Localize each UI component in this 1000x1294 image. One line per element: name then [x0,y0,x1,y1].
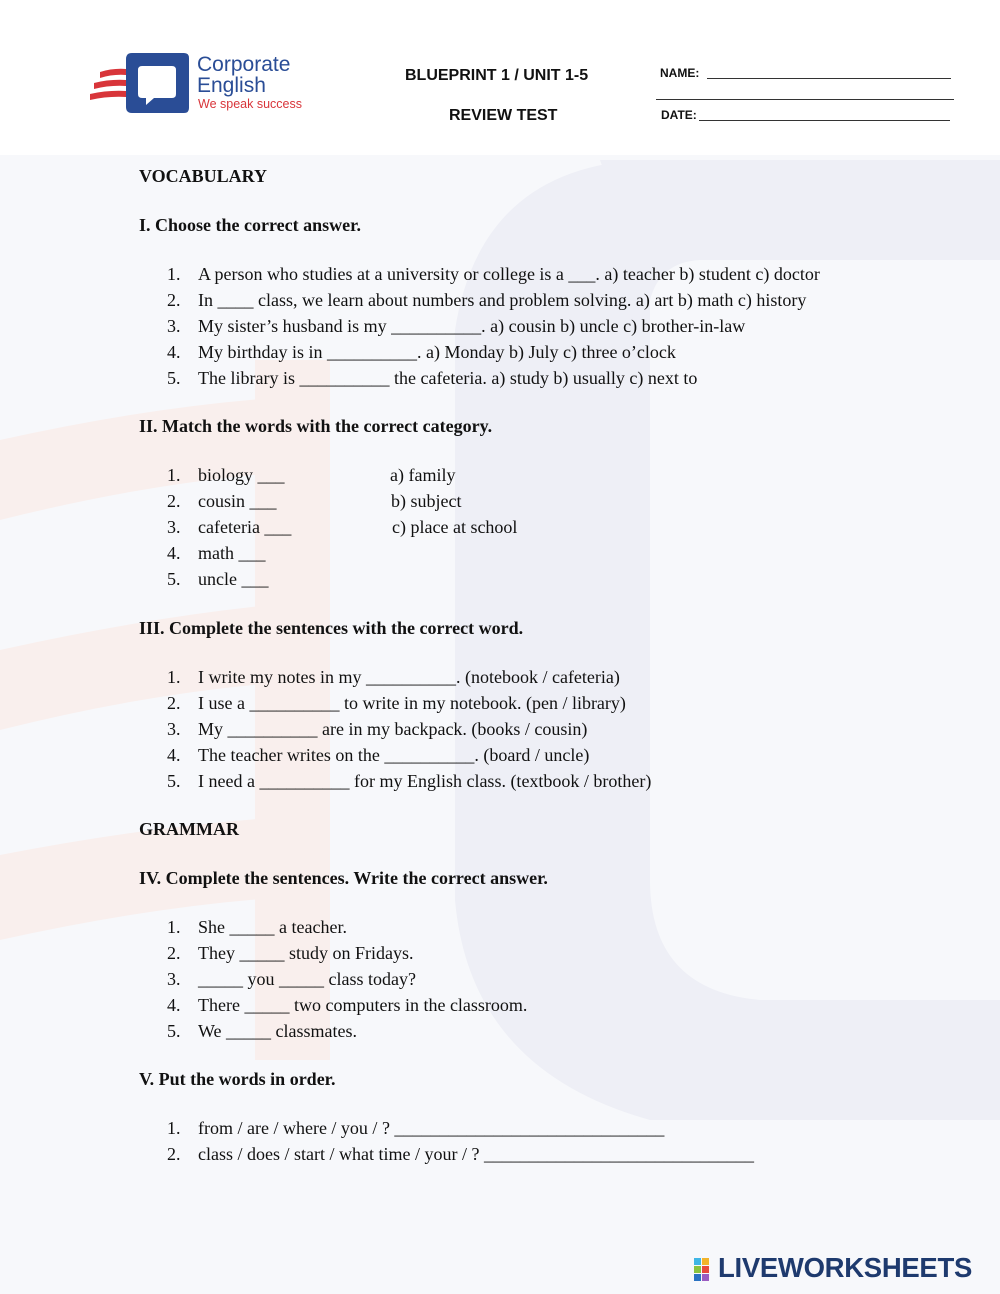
match-item[interactable]: 2. cousin ___ [167,491,277,511]
match-item[interactable]: 3. cafeteria ___ [167,517,292,537]
test-title: BLUEPRINT 1 / UNIT 1-5 [405,67,589,84]
match-option: c) place at school [392,517,518,537]
liveworksheets-icon [694,1258,716,1282]
question-item[interactable]: 3. My __________ are in my backpack. (books / cousin) [167,719,588,739]
date-label: DATE: [661,108,697,122]
question-item[interactable]: 3. _____ you _____ class today? [167,969,416,989]
section-3-title: III. Complete the sentences with the correct word. [139,618,524,638]
question-item[interactable]: 2. They _____ study on Fridays. [167,943,414,963]
logo-line-2: English [197,74,266,97]
question-item[interactable]: 5. We _____ classmates. [167,1021,358,1041]
section-5-title: V. Put the words in order. [139,1069,336,1089]
question-item[interactable]: 1. She _____ a teacher. [167,917,347,937]
match-item[interactable]: 4. math ___ [167,543,266,563]
vocabulary-heading: VOCABULARY [139,166,268,186]
section-4-title: IV. Complete the sentences. Write the correct answer. [139,868,548,888]
question-item[interactable]: 2. class / does / start / what time / your / ? ______________________________ [167,1144,754,1164]
name-label: NAME: [660,66,700,80]
question-item[interactable]: 4. The teacher writes on the __________. (board / uncle) [167,745,590,765]
question-item[interactable]: 1. I write my notes in my __________. (notebook / cafeteria) [167,667,620,687]
question-item[interactable]: 5. I need a __________ for my English class. (textbook / brother) [167,771,652,791]
section-2-title: II. Match the words with the correct category. [139,416,493,436]
question-item[interactable]: 5. The library is __________ the cafeteria. a) study b) usually c) next to [167,368,698,388]
question-item[interactable]: 4. There _____ two computers in the classroom. [167,995,528,1015]
match-option: a) family [390,465,456,485]
match-option: b) subject [391,491,462,511]
question-item[interactable]: 2. I use a __________ to write in my notebook. (pen / library) [167,693,626,713]
question-item[interactable]: 2. In ____ class, we learn about numbers and problem solving. a) art b) math c) history [167,290,807,310]
question-item[interactable]: 1. from / are / where / you / ? ______________________________ [167,1118,665,1138]
test-subtitle: REVIEW TEST [449,107,558,124]
match-item[interactable]: 1. biology ___ [167,465,285,485]
question-item[interactable]: 3. My sister’s husband is my __________. a) cousin b) uncle c) brother-in-law [167,316,746,336]
logo-tagline: We speak success [198,97,302,111]
match-item[interactable]: 5. uncle ___ [167,569,269,589]
question-item[interactable]: 1. A person who studies at a university or college is a ___. a) teacher b) student c) doctor [167,264,820,284]
liveworksheets-brand[interactable]: LIVEWORKSHEETS [718,1252,973,1283]
logo-line-1: Corporate [197,53,291,76]
grammar-heading: GRAMMAR [139,819,239,839]
section-1-title: I. Choose the correct answer. [139,215,361,235]
question-item[interactable]: 4. My birthday is in __________. a) Monday b) July c) three o’clock [167,342,676,362]
